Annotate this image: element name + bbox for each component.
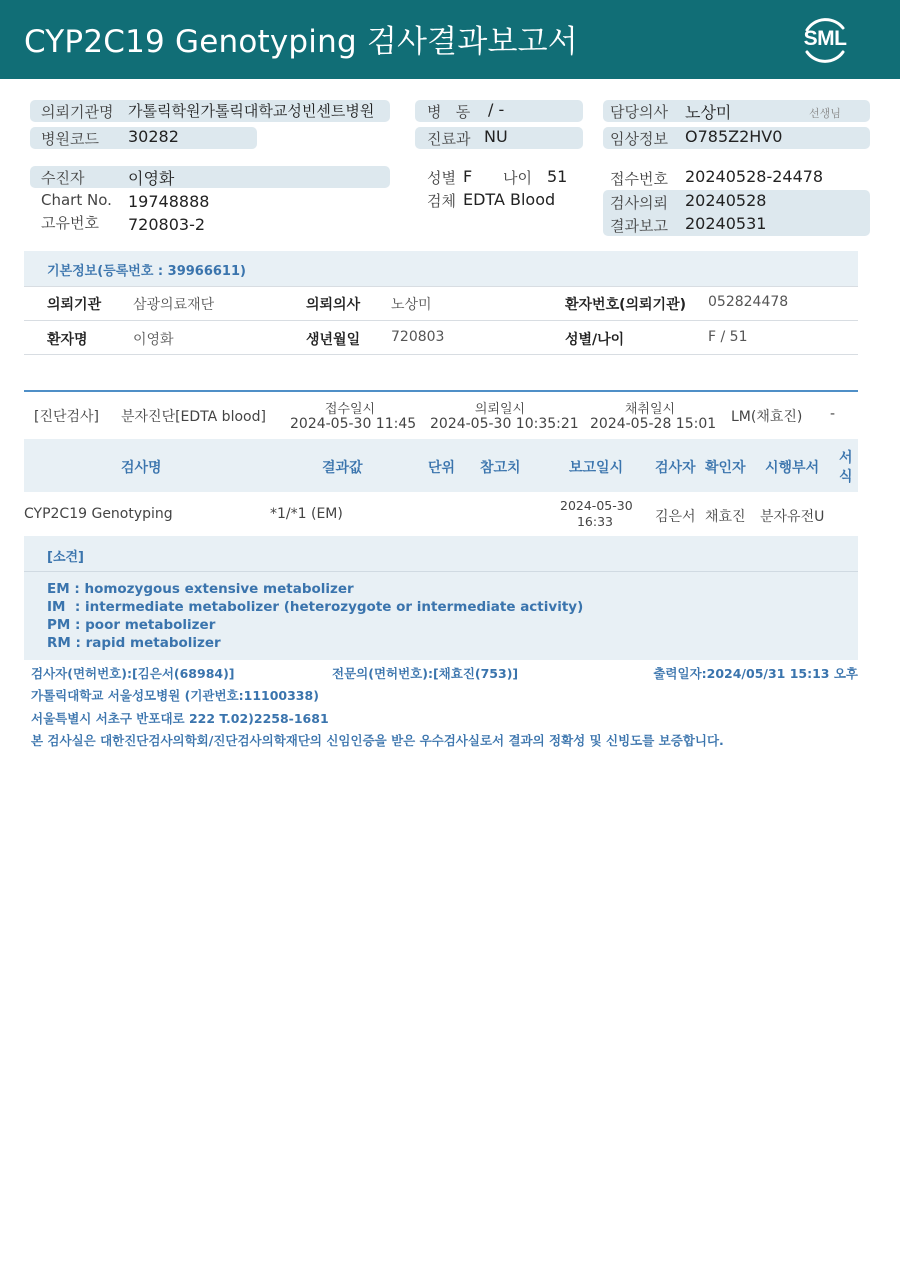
req-doctor-label: 의뢰의사 xyxy=(306,297,361,313)
sex-value: F xyxy=(463,167,473,186)
patient-no-label: 환자번호(의뢰기관) xyxy=(565,297,686,313)
sex-age-value: F / 51 xyxy=(708,329,748,345)
address-info: 서울특별시 서초구 반포대로 222 T.02)2258-1681 xyxy=(31,711,329,726)
sex-label: 성별 xyxy=(427,169,456,187)
section-divider xyxy=(24,390,858,392)
birth-value: 720803 xyxy=(391,329,445,345)
inst-label: 의뢰기관 xyxy=(47,297,102,313)
chart-label: Chart No. xyxy=(41,191,112,209)
collector-dash: - xyxy=(830,406,836,422)
findings-section xyxy=(24,536,858,660)
doctor-suffix: 선생님 xyxy=(809,107,841,120)
collect-datetime-label: 채취일시 xyxy=(624,402,676,417)
finding-line: RM : rapid metabolizer xyxy=(47,635,221,651)
age-label: 나이 xyxy=(503,169,532,187)
divider xyxy=(24,286,858,287)
specimen-value: EDTA Blood xyxy=(463,190,556,209)
finding-line: PM : poor metabolizer xyxy=(47,617,216,633)
clinical-label: 임상정보 xyxy=(610,130,668,148)
divider xyxy=(24,571,858,572)
row-tester: 김은서 xyxy=(655,509,696,525)
birth-label: 생년월일 xyxy=(306,332,361,348)
inst-value: 삼광의료재단 xyxy=(133,297,215,313)
col-department: 시행부서 xyxy=(765,460,820,476)
unique-value: 720803-2 xyxy=(128,215,206,234)
basic-info-band xyxy=(24,251,858,286)
col-result: 결과값 xyxy=(322,460,363,476)
col-tester: 검사자 xyxy=(655,460,696,476)
row-test-name: CYP2C19 Genotyping xyxy=(24,506,173,522)
ward-label: 병 동 xyxy=(427,103,471,121)
institution-info: 가톨릭대학교 서울성모병원 (기관번호:11100338) xyxy=(31,688,319,703)
dept-value: NU xyxy=(484,127,508,146)
request-label: 검사의뢰 xyxy=(610,194,668,212)
chart-value: 19748888 xyxy=(128,192,210,211)
receipt-datetime-value: 2024-05-30 11:45 xyxy=(290,416,417,432)
doctor-value: 노상미 xyxy=(685,103,732,122)
specimen-label: 검체 xyxy=(427,192,456,210)
row-department: 분자유전U xyxy=(760,509,825,525)
requester-value: 가톨릭학원가톨릭대학교성빈센트병원 xyxy=(128,102,375,120)
col-format-2: 식 xyxy=(839,469,853,485)
exam-test-type: 분자진단[EDTA blood] xyxy=(121,409,266,425)
logo-text: SML xyxy=(803,27,847,50)
ward-value: / - xyxy=(488,100,505,119)
print-date: 출력일자:2024/05/31 15:13 오후 xyxy=(653,666,858,681)
req-doctor-value: 노상미 xyxy=(391,297,432,313)
row-report-time: 16:33 xyxy=(576,514,614,529)
finding-line: EM : homozygous extensive metabolizer xyxy=(47,581,354,597)
col-format-1: 서 xyxy=(839,450,853,466)
certification-statement: 본 검사실은 대한진단검사의학회/진단검사의학재단의 신임인증을 받은 우수검사실로서 결과의 정확성 및 신빙도를 보증합니다. xyxy=(31,733,724,748)
patient-no-value: 052824478 xyxy=(708,294,789,310)
col-confirmer: 확인자 xyxy=(705,460,746,476)
exam-category: [진단검사] xyxy=(34,409,100,425)
name-label: 환자명 xyxy=(47,332,88,348)
col-unit: 단위 xyxy=(428,460,456,476)
receipt-datetime-label: 접수일시 xyxy=(324,402,376,417)
row-result: *1/*1 (EM) xyxy=(270,506,343,522)
request-datetime-label: 의뢰일시 xyxy=(474,402,526,417)
clinical-value: O785Z2HV0 xyxy=(685,127,783,146)
col-report-date: 보고일시 xyxy=(569,460,624,476)
doctor-label: 담당의사 xyxy=(610,103,668,121)
collect-datetime-value: 2024-05-28 15:01 xyxy=(590,416,717,432)
report-title: CYP2C19 Genotyping 검사결과보고서 xyxy=(24,24,578,60)
row-confirmer: 채효진 xyxy=(705,509,746,525)
specialist-license: 전문의(면허번호):[채효진(753)] xyxy=(332,666,519,681)
col-reference: 참고치 xyxy=(480,460,521,476)
findings-title: [소견] xyxy=(47,550,84,565)
dept-label: 진료과 xyxy=(427,130,471,148)
collector: LM(채효진) xyxy=(731,409,803,425)
age-value: 51 xyxy=(547,167,568,186)
hospital-code-value: 30282 xyxy=(128,127,179,146)
divider xyxy=(24,354,858,355)
col-test: 검사명 xyxy=(121,460,162,476)
row-report-date: 2024-05-30 xyxy=(560,498,633,513)
patient-label: 수진자 xyxy=(41,169,85,187)
report-header xyxy=(0,0,900,79)
report-value: 20240531 xyxy=(685,214,767,233)
basic-info-title: 기본정보(등록번호 : 39966611) xyxy=(47,264,246,279)
hospital-code-label: 병원코드 xyxy=(41,130,99,148)
request-datetime-value: 2024-05-30 10:35:21 xyxy=(430,416,579,432)
unique-label: 고유번호 xyxy=(41,214,99,232)
receipt-value: 20240528-24478 xyxy=(685,167,824,186)
report-label: 결과보고 xyxy=(610,217,668,235)
sml-logo xyxy=(797,12,853,68)
tester-license: 검사자(면허번호):[김은서(68984)] xyxy=(31,666,235,681)
name-value: 이영화 xyxy=(133,332,174,348)
receipt-label: 접수번호 xyxy=(610,170,668,188)
sex-age-label: 성별/나이 xyxy=(565,332,625,348)
requester-label: 의뢰기관명 xyxy=(41,103,114,121)
finding-line: IM : intermediate metabolizer (heterozygote or intermediate activity) xyxy=(47,599,584,615)
request-value: 20240528 xyxy=(685,191,767,210)
divider xyxy=(24,320,858,321)
patient-value: 이영화 xyxy=(128,169,175,188)
